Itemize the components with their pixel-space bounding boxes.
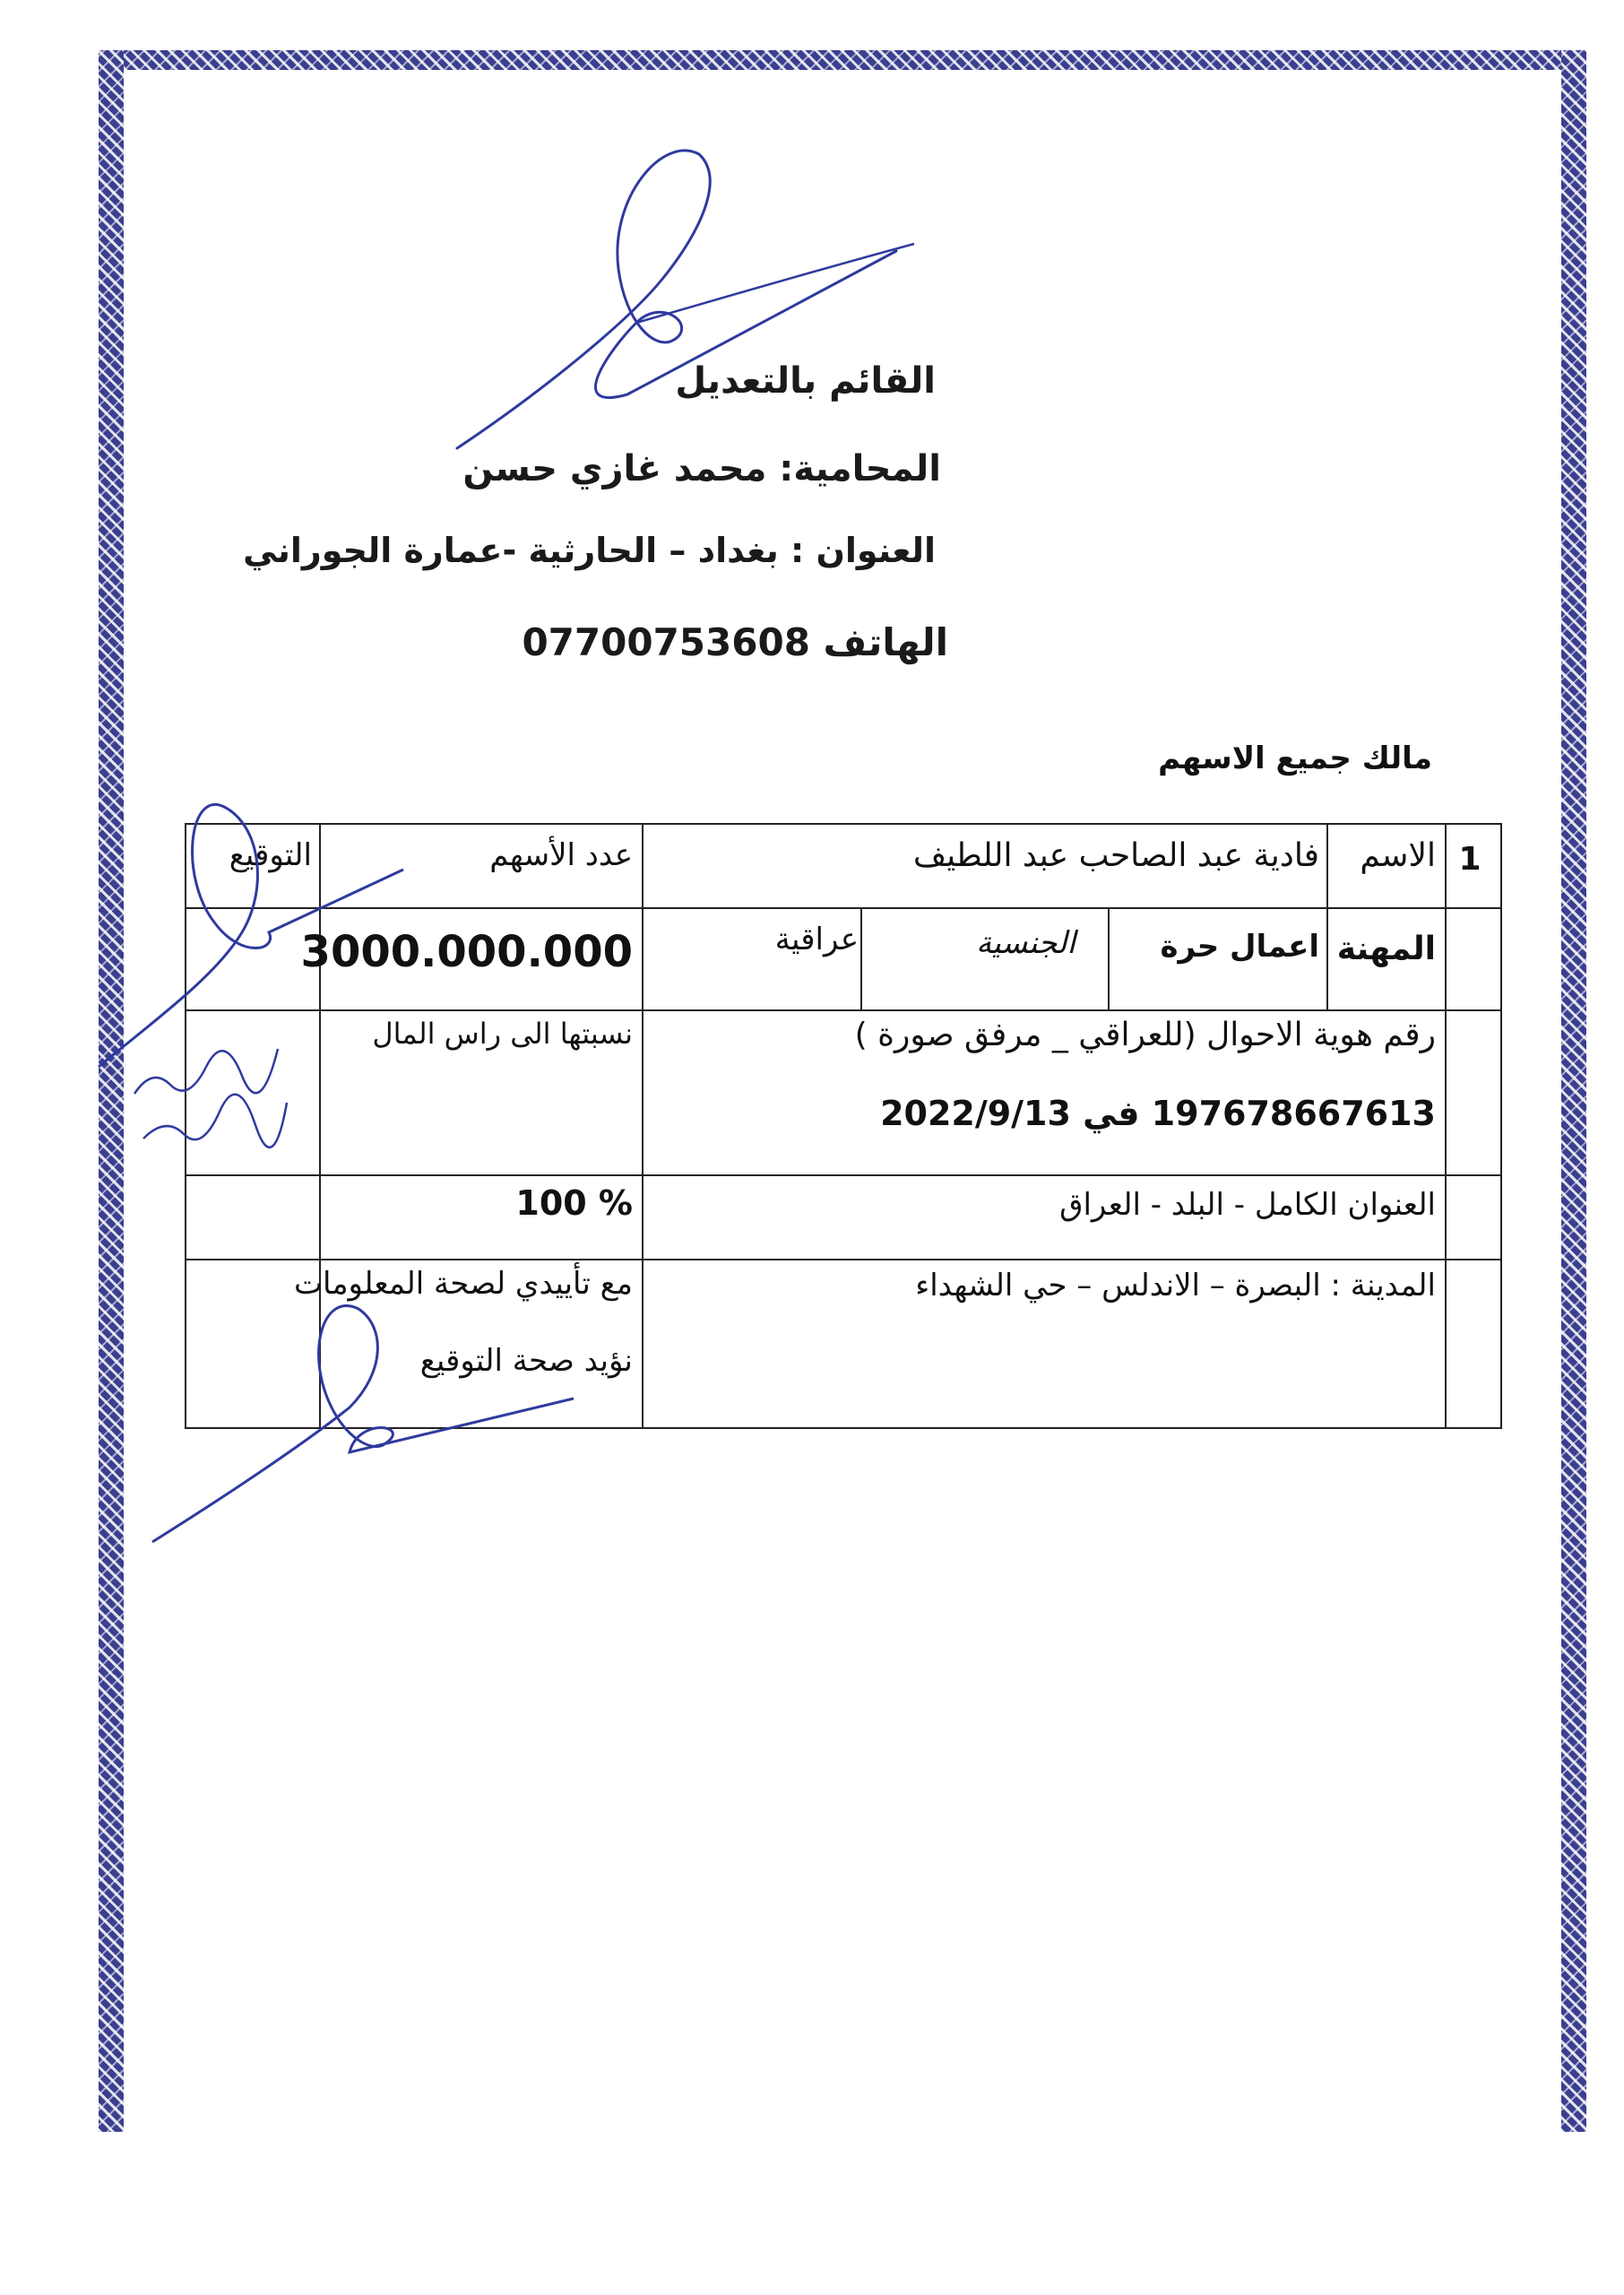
amender-title: القائم بالتعديل: [675, 360, 936, 402]
owners-table: [185, 823, 1502, 1429]
nationality-label: الجنسية: [976, 925, 1075, 961]
border-right: [1561, 50, 1586, 2132]
profession-label: المهنة: [1336, 931, 1436, 967]
confirm-info: مع تأييدي لصحة المعلومات: [293, 1266, 633, 1302]
confirm-signature: نؤيد صحة التوقيع: [419, 1343, 633, 1379]
border-left: [99, 50, 124, 2132]
name-label: الاسم: [1360, 837, 1436, 874]
ratio-label: نسبتها الى راس المال: [372, 1017, 633, 1051]
shares-value: 3000.000.000: [300, 927, 633, 977]
nationality-value: عراقية: [774, 922, 859, 957]
lawyer-address: العنوان : بغداد – الحارثية -عمارة الجوراني: [243, 531, 936, 570]
owner-heading: مالك جميع الاسهم: [1158, 740, 1432, 776]
city-address: المدينة : البصرة – الاندلس – حي الشهداء: [915, 1268, 1436, 1303]
row-number: 1: [1458, 841, 1481, 878]
ratio-value: 100 %: [515, 1183, 633, 1223]
full-address: العنوان الكامل - البلد - العراق: [1059, 1187, 1436, 1223]
profession-value: اعمال حرة: [1160, 929, 1319, 965]
lawyer-phone: الهاتف 07700753608: [522, 620, 948, 664]
id-label: رقم هوية الاحوال (للعراقي _ مرفق صورة ): [854, 1017, 1436, 1053]
border-top: [99, 50, 1586, 70]
id-value: 197678667613 في 2022/9/13: [880, 1094, 1436, 1133]
shares-label: عدد الأسهم: [489, 837, 633, 873]
owner-name: فادية عبد الصاحب عبد اللطيف: [912, 837, 1319, 874]
lawyer-name: المحامية: محمد غازي حسن: [462, 448, 941, 489]
signature-label: التوقيع: [229, 837, 312, 873]
